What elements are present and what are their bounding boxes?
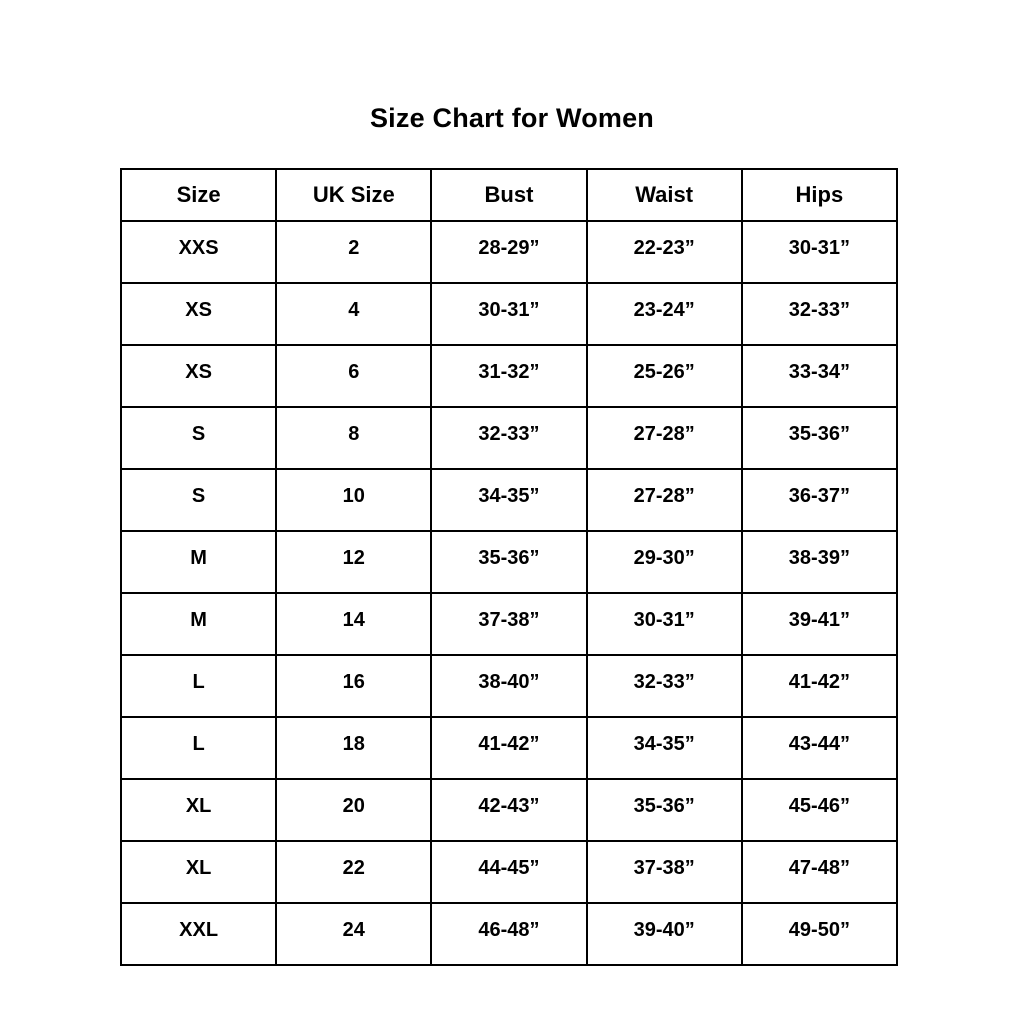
table-row xyxy=(121,903,897,965)
table-cell: 37-38” xyxy=(587,841,742,903)
table-cell: XL xyxy=(121,779,276,841)
table-cell: 34-35” xyxy=(587,717,742,779)
table-row xyxy=(121,779,897,841)
table-cell: 38-39” xyxy=(742,531,897,593)
table-cell: 4 xyxy=(276,283,431,345)
table-cell: 32-33” xyxy=(431,407,586,469)
header-cell: Waist xyxy=(587,169,742,221)
table-cell: 41-42” xyxy=(742,655,897,717)
table-cell: 8 xyxy=(276,407,431,469)
table-cell: 44-45” xyxy=(431,841,586,903)
table-cell: 41-42” xyxy=(431,717,586,779)
table-cell: 45-46” xyxy=(742,779,897,841)
table-cell: XXS xyxy=(121,221,276,283)
header-row xyxy=(121,169,897,221)
table-cell: 30-31” xyxy=(587,593,742,655)
table-cell: XXL xyxy=(121,903,276,965)
table-cell: 27-28” xyxy=(587,407,742,469)
table-cell: 35-36” xyxy=(742,407,897,469)
table-row xyxy=(121,283,897,345)
table-row xyxy=(121,531,897,593)
table-cell: 30-31” xyxy=(742,221,897,283)
table-cell: 34-35” xyxy=(431,469,586,531)
table-row xyxy=(121,717,897,779)
table-cell: 49-50” xyxy=(742,903,897,965)
table-cell: 12 xyxy=(276,531,431,593)
table-cell: 20 xyxy=(276,779,431,841)
table-cell: 30-31” xyxy=(431,283,586,345)
table-cell: L xyxy=(121,717,276,779)
table-cell: 39-41” xyxy=(742,593,897,655)
table-cell: XL xyxy=(121,841,276,903)
table-cell: 32-33” xyxy=(587,655,742,717)
table-cell: 27-28” xyxy=(587,469,742,531)
table-cell: 37-38” xyxy=(431,593,586,655)
size-table xyxy=(120,168,898,966)
table-cell: 43-44” xyxy=(742,717,897,779)
table-cell: 22 xyxy=(276,841,431,903)
table-cell: 35-36” xyxy=(431,531,586,593)
table-cell: 2 xyxy=(276,221,431,283)
table-cell: S xyxy=(121,407,276,469)
table-cell: L xyxy=(121,655,276,717)
table-cell: 10 xyxy=(276,469,431,531)
table-cell: 47-48” xyxy=(742,841,897,903)
header-cell: Hips xyxy=(742,169,897,221)
table-cell: 16 xyxy=(276,655,431,717)
table-row xyxy=(121,407,897,469)
table-cell: 14 xyxy=(276,593,431,655)
table-row xyxy=(121,345,897,407)
table-cell: 46-48” xyxy=(431,903,586,965)
table-cell: 38-40” xyxy=(431,655,586,717)
table-cell: 31-32” xyxy=(431,345,586,407)
table-row xyxy=(121,469,897,531)
size-table-body xyxy=(121,221,897,965)
table-cell: M xyxy=(121,531,276,593)
page-title: Size Chart for Women xyxy=(369,103,655,133)
table-cell: XS xyxy=(121,283,276,345)
table-cell: 18 xyxy=(276,717,431,779)
table-cell: 6 xyxy=(276,345,431,407)
table-cell: 36-37” xyxy=(742,469,897,531)
table-cell: M xyxy=(121,593,276,655)
table-row xyxy=(121,593,897,655)
table-cell: XS xyxy=(121,345,276,407)
table-row xyxy=(121,221,897,283)
table-cell: 29-30” xyxy=(587,531,742,593)
header-cell: UK Size xyxy=(276,169,431,221)
header-cell: Bust xyxy=(431,169,586,221)
table-cell: 39-40” xyxy=(587,903,742,965)
table-cell: 25-26” xyxy=(587,345,742,407)
table-cell: 35-36” xyxy=(587,779,742,841)
table-cell: 33-34” xyxy=(742,345,897,407)
table-cell: 22-23” xyxy=(587,221,742,283)
table-row xyxy=(121,841,897,903)
table-cell: 24 xyxy=(276,903,431,965)
table-cell: 28-29” xyxy=(431,221,586,283)
header-cell: Size xyxy=(121,169,276,221)
table-cell: 42-43” xyxy=(431,779,586,841)
table-row xyxy=(121,655,897,717)
table-cell: 32-33” xyxy=(742,283,897,345)
size-table-head xyxy=(121,169,897,221)
table-cell: S xyxy=(121,469,276,531)
table-cell: 23-24” xyxy=(587,283,742,345)
